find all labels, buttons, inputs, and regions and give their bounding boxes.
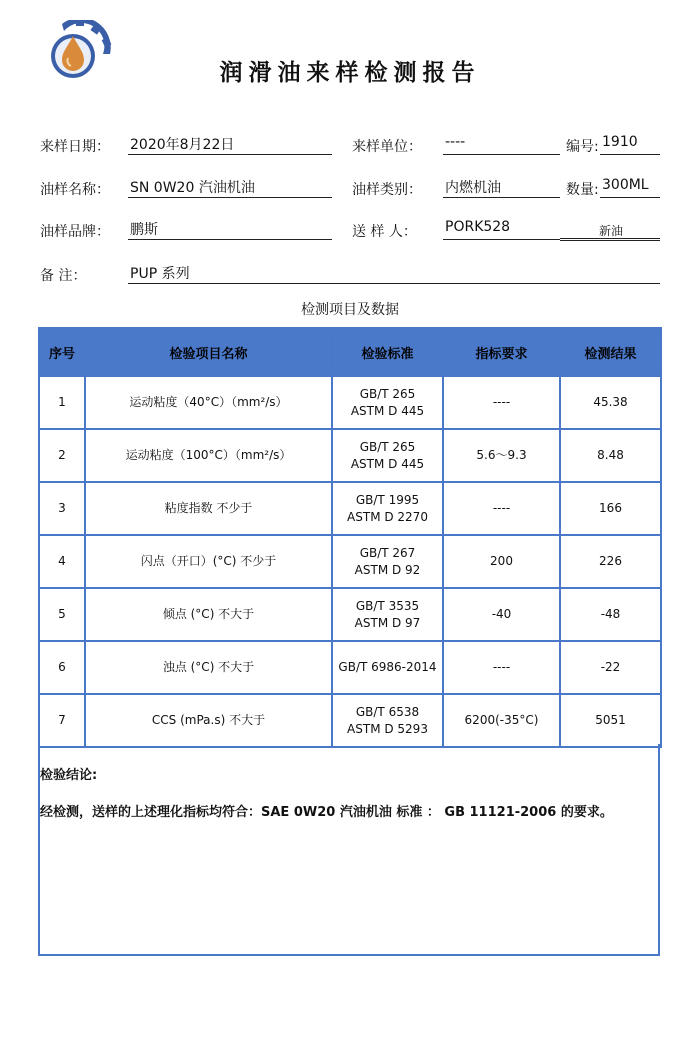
- row-result: 166: [560, 482, 661, 535]
- row-standard: GB/T 267 ASTM D 92: [332, 535, 443, 588]
- test-results-table: [38, 327, 662, 748]
- row-item: 闪点（开口）(°C) 不少于: [85, 535, 332, 588]
- sender-value: PORK528: [443, 219, 560, 240]
- number-value: 1910: [600, 134, 660, 155]
- sample-date-value: 2020年8月22日: [128, 134, 332, 155]
- row-result: 226: [560, 535, 661, 588]
- row-no: 5: [39, 588, 85, 641]
- sample-brand-label: 油样品牌：: [40, 224, 110, 240]
- remarks-label: 备 注：: [40, 268, 87, 284]
- number-label: 编号:: [566, 139, 599, 155]
- row-standard: GB/T 6986-2014: [332, 641, 443, 694]
- row-requirement: ----: [443, 641, 560, 694]
- row-standard: GB/T 3535 ASTM D 97: [332, 588, 443, 641]
- table-row: [39, 694, 661, 747]
- row-requirement: ----: [443, 376, 560, 429]
- row-standard: GB/T 265 ASTM D 445: [332, 429, 443, 482]
- section-title: 检测项目及数据: [301, 302, 399, 318]
- report-title: 润滑油来样检测报告: [219, 59, 481, 86]
- table-row: [39, 641, 661, 694]
- sample-brand-value: 鹏斯: [128, 219, 332, 240]
- row-requirement: -40: [443, 588, 560, 641]
- header-requirement: 指标要求: [443, 328, 560, 376]
- row-item: 浊点 (°C) 不大于: [85, 641, 332, 694]
- remarks-value: PUP 系列: [128, 263, 660, 284]
- sample-name-value: SN 0W20 汽油机油: [128, 177, 332, 198]
- row-item: CCS (mPa.s) 不大于: [85, 694, 332, 747]
- row-result: -22: [560, 641, 661, 694]
- table-row: [39, 482, 661, 535]
- row-requirement: 6200(-35°C): [443, 694, 560, 747]
- row-item: 运动粘度（100°C）（mm²/s）: [85, 429, 332, 482]
- sample-unit-label: 来样单位：: [352, 139, 422, 155]
- header-no: 序号: [39, 328, 85, 376]
- row-no: 7: [39, 694, 85, 747]
- row-no: 1: [39, 376, 85, 429]
- header-item: 检验项目名称: [85, 328, 332, 376]
- row-result: 45.38: [560, 376, 661, 429]
- header-standard: 检验标准: [332, 328, 443, 376]
- table-row: [39, 376, 661, 429]
- table-row: [39, 588, 661, 641]
- row-standard: GB/T 6538 ASTM D 5293: [332, 694, 443, 747]
- sample-type-value: 内燃机油: [443, 177, 560, 198]
- table-header-row: [39, 328, 661, 376]
- conclusion-text: 经检测，送样的上述理化指标均符合：SAE 0W20 汽油机油 标准 ： GB 11121-2006 的要求。: [40, 805, 613, 820]
- header-result: 检测结果: [560, 328, 661, 376]
- row-no: 2: [39, 429, 85, 482]
- row-requirement: 5.6～9.3: [443, 429, 560, 482]
- quantity-label: 数量:: [566, 182, 599, 198]
- sender-label: 送 样 人：: [352, 224, 417, 240]
- row-standard: GB/T 1995 ASTM D 2270: [332, 482, 443, 535]
- row-result: 5051: [560, 694, 661, 747]
- row-requirement: 200: [443, 535, 560, 588]
- row-no: 6: [39, 641, 85, 694]
- conclusion-box: [38, 744, 660, 956]
- row-result: -48: [560, 588, 661, 641]
- sample-date-label: 来样日期：: [40, 139, 110, 155]
- sample-unit-value: ----: [443, 134, 560, 155]
- row-item: 倾点 (°C) 不大于: [85, 588, 332, 641]
- sample-name-label: 油样名称：: [40, 182, 110, 198]
- row-item: 粘度指数 不少于: [85, 482, 332, 535]
- row-no: 4: [39, 535, 85, 588]
- quantity-value: 300ML: [600, 177, 660, 198]
- table-row: [39, 429, 661, 482]
- row-item: 运动粘度（40°C）（mm²/s）: [85, 376, 332, 429]
- table-row: [39, 535, 661, 588]
- conclusion-title: 检验结论:: [40, 768, 98, 783]
- row-requirement: ----: [443, 482, 560, 535]
- row-no: 3: [39, 482, 85, 535]
- sample-type-label: 油样类别：: [352, 182, 422, 198]
- row-result: 8.48: [560, 429, 661, 482]
- row-standard: GB/T 265 ASTM D 445: [332, 376, 443, 429]
- oil-status-value: 新油: [560, 219, 660, 241]
